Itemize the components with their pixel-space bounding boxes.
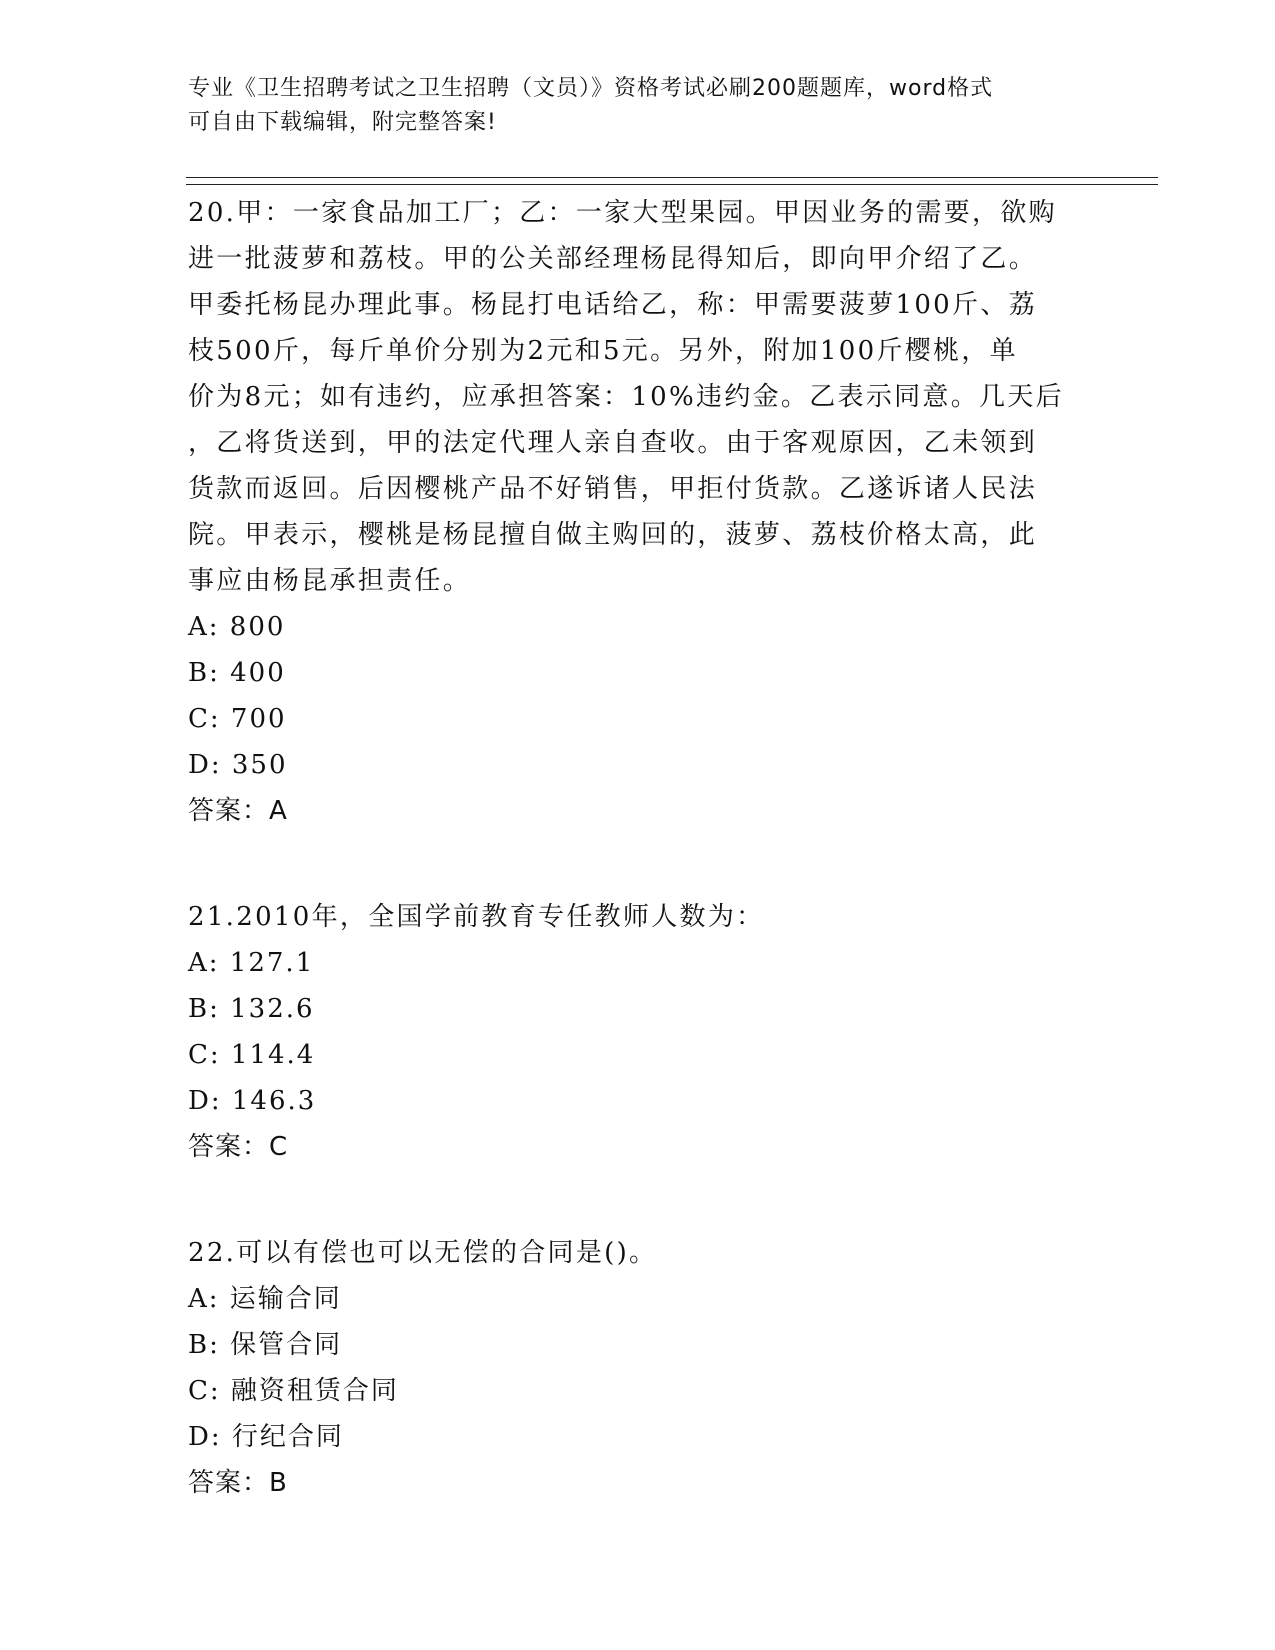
option-a: A: 运输合同 — [188, 1284, 342, 1314]
stem-line: 院。甲表示，樱桃是杨昆擅自做主购回的，菠萝、荔枝价格太高，此 — [188, 520, 1038, 550]
stem-line: 事应由杨昆承担责任。 — [188, 566, 472, 596]
option-c: C: 融资租赁合同 — [188, 1376, 399, 1406]
question-21 — [188, 894, 1088, 1170]
question-spacer — [188, 1170, 1088, 1230]
stem-line: 20.甲：一家食品加工厂；乙：一家大型果园。甲因业务的需要，欲购 — [188, 198, 1057, 228]
document-header — [188, 72, 1068, 140]
header-title-line-1: 专业《卫生招聘考试之卫生招聘（文员）》资格考试必刷200题题库，word格式 — [188, 76, 994, 101]
question-list — [188, 190, 1088, 1506]
option-a: A: 127.1 — [188, 948, 315, 978]
stem-line: 甲委托杨昆办理此事。杨昆打电话给乙，称：甲需要菠萝100斤、荔 — [188, 290, 1037, 320]
option-c: C: 114.4 — [188, 1040, 316, 1070]
question-stem — [188, 1230, 1088, 1276]
option-d: D: 350 — [188, 750, 288, 780]
option-b: B: 400 — [188, 658, 286, 688]
question-stem — [188, 894, 1088, 940]
question-22 — [188, 1230, 1088, 1506]
header-divider-bottom — [186, 184, 1158, 185]
stem-line: 22.可以有偿也可以无偿的合同是()。 — [188, 1238, 658, 1268]
stem-line: 枝500斤，每斤单价分别为2元和5元。另外，附加100斤樱桃，单 — [188, 336, 1018, 366]
option-d: D: 行纪合同 — [188, 1422, 344, 1452]
option-d: D: 146.3 — [188, 1086, 317, 1116]
question-stem — [188, 190, 1088, 604]
option-c: C: 700 — [188, 704, 287, 734]
header-divider-top — [186, 177, 1158, 178]
stem-line: ，乙将货送到，甲的法定代理人亲自查收。由于客观原因，乙未领到 — [188, 428, 1038, 458]
option-b: B: 132.6 — [188, 994, 315, 1024]
answer-label: 答案：B — [188, 1468, 288, 1498]
stem-line: 货款而返回。后因樱桃产品不好销售，甲拒付货款。乙遂诉诸人民法 — [188, 474, 1038, 504]
option-b: B: 保管合同 — [188, 1330, 343, 1360]
stem-line: 价为8元；如有违约，应承担答案：10%违约金。乙表示同意。几天后 — [188, 382, 1064, 412]
answer-label: 答案：C — [188, 1132, 289, 1162]
stem-line: 进一批菠萝和荔枝。甲的公关部经理杨昆得知后，即向甲介绍了乙。 — [188, 244, 1038, 274]
question-spacer — [188, 834, 1088, 894]
answer-label: 答案：A — [188, 796, 288, 826]
question-20 — [188, 190, 1088, 834]
header-title-line-2: 可自由下载编辑，附完整答案! — [188, 110, 497, 135]
stem-line: 21.2010年，全国学前教育专任教师人数为： — [188, 902, 765, 932]
option-a: A: 800 — [188, 612, 286, 642]
